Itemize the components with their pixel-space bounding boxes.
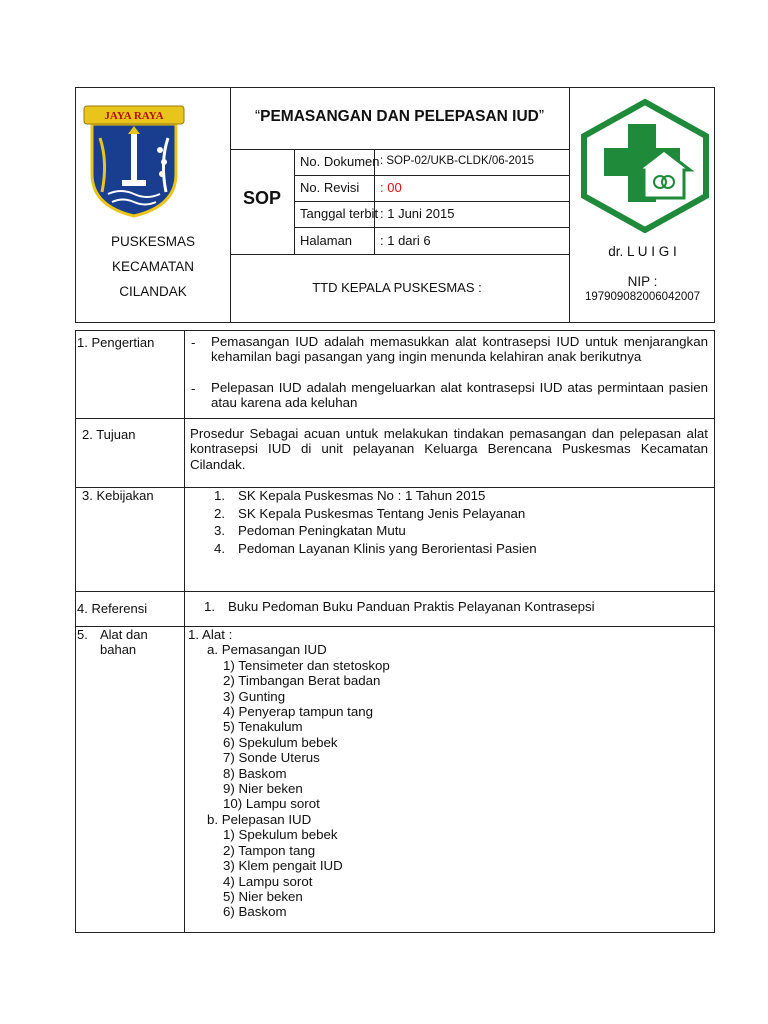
- list-item: 4) Lampu sorot: [223, 873, 313, 889]
- list-item: 2) Tampon tang: [223, 842, 316, 858]
- list-item: 3) Klem pengait IUD: [223, 858, 343, 874]
- row-label-alat: Alat dan bahan: [100, 627, 148, 658]
- bullet-2: -: [191, 381, 196, 396]
- meta-value-document-number: : SOP-02/UKB-CLDK/06-2015: [380, 155, 535, 167]
- page-title: “PEMASANGAN DAN PELEPASAN IUD”: [254, 108, 545, 125]
- kebijakan-list: [214, 487, 537, 557]
- list-item: 10) Lampu sorot: [223, 796, 320, 812]
- group-title-pemasangan: a. Pemasangan IUD: [207, 642, 327, 658]
- list-item: 6) Spekulum bebek: [223, 734, 338, 750]
- doctor-name: dr. L U I G I: [608, 244, 677, 259]
- puskesmas-logo: [578, 98, 712, 233]
- row-label-referensi: 4. Referensi: [77, 601, 148, 616]
- meta-value-revision: : 00: [380, 180, 402, 195]
- list-item: 3. Pedoman Peningkatan Mutu: [214, 523, 406, 539]
- meta-label-page: Halaman: [300, 233, 353, 248]
- group-items-pelepasan: [188, 827, 390, 919]
- pengertian-item-2: Pelepasan IUD adalah mengeluarkan alat kontrasepsi IUD atas permintaan pasien atau karena ada keluhan: [211, 380, 708, 411]
- list-item: 4. Pedoman Layanan Klinis yang Berorientasi Pasien: [214, 540, 537, 556]
- logo-banner-text: JAYA RAYA: [104, 110, 164, 122]
- bullet-1: -: [191, 335, 196, 350]
- tujuan-text: Prosedur Sebagai acuan untuk melakukan tindakan pemasangan dan pelepasan alat kontrasepsi IUD di unit pelayanan Keluarga Berencana Puskesmas Kecamatan Cilandak.: [190, 426, 708, 472]
- list-item: 8) Baskom: [223, 765, 287, 781]
- sop-content-table: [75, 330, 715, 933]
- nip-label: NIP :: [627, 274, 658, 289]
- row-label-tujuan: 2. Tujuan: [82, 427, 136, 442]
- signature-label: TTD KEPALA PUSKESMAS :: [312, 280, 482, 295]
- sop-header: [75, 87, 715, 323]
- list-item: 1. SK Kepala Puskesmas No : 1 Tahun 2015: [214, 488, 486, 503]
- group-title-pelepasan: b. Pelepasan IUD: [207, 811, 312, 827]
- alat-list: [188, 627, 390, 920]
- jaya-raya-logo: [82, 102, 186, 218]
- list-item: 6) Baskom: [223, 904, 287, 920]
- meta-value-page: : 1 dari 6: [380, 233, 431, 248]
- nip-value: 197909082006042007: [584, 291, 701, 303]
- meta-label-document-number: No. Dokumen: [300, 154, 380, 169]
- row-label-alat-num: 5.: [77, 627, 88, 642]
- list-item: 2. SK Kepala Puskesmas Tentang Jenis Pelayanan: [214, 505, 526, 521]
- sop-label: SOP: [242, 188, 281, 208]
- row-label-kebijakan: 3. Kebijakan: [82, 488, 154, 503]
- list-item: 2) Timbangan Berat badan: [223, 673, 381, 689]
- list-item: 5) Tenakulum: [223, 719, 303, 735]
- meta-value-issue-date: : 1 Juni 2015: [380, 206, 455, 221]
- meta-label-revision: No. Revisi: [300, 180, 360, 195]
- list-item: 7) Sonde Uterus: [223, 750, 320, 766]
- list-item: 4) Penyerap tampun tang: [223, 704, 374, 720]
- group-items-pemasangan: [188, 658, 390, 812]
- referensi-item: 1. Buku Pedoman Buku Panduan Praktis Pelayanan Kontrasepsi: [204, 599, 595, 614]
- organization-name: PUSKESMAS KECAMATAN CILANDAK: [110, 234, 196, 299]
- list-item: 5) Nier beken: [223, 888, 303, 904]
- row-label-pengertian: 1. Pengertian: [77, 335, 155, 350]
- meta-label-issue-date: Tanggal terbit: [300, 206, 379, 221]
- list-item: 3) Gunting: [223, 688, 286, 704]
- list-item: 1) Spekulum bebek: [223, 827, 338, 843]
- list-item: 9) Nier beken: [223, 781, 303, 797]
- pengertian-item-1: Pemasangan IUD adalah memasukkan alat kontrasepsi IUD untuk menjarangkan kehamilan bagi pasangan yang ingin menunda kelahiran anak berikutnya: [211, 334, 708, 365]
- alat-heading: 1. Alat :: [188, 627, 233, 642]
- list-item: 1) Tensimeter dan stetoskop: [223, 657, 390, 673]
